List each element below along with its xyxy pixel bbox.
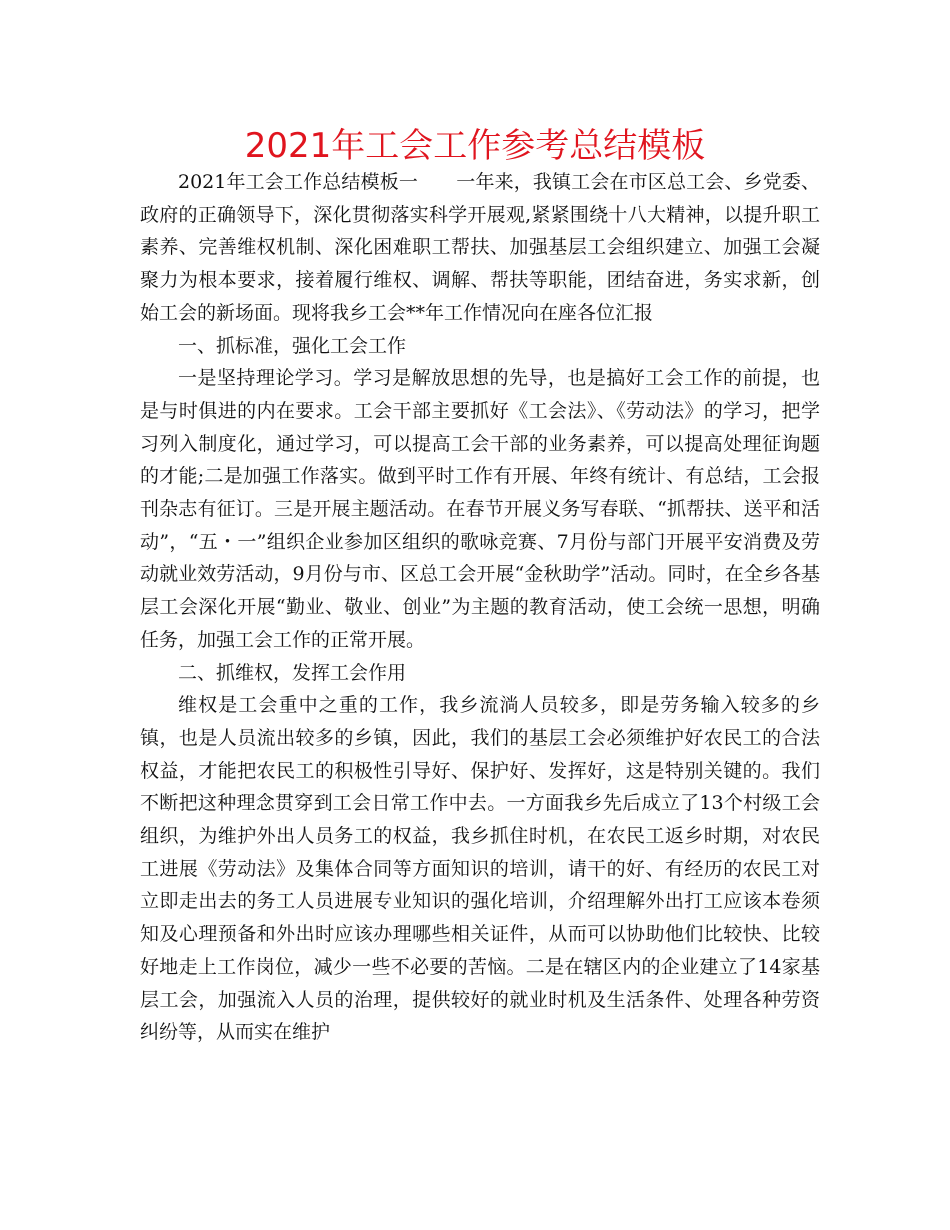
paragraph-intro: 2021年工会工作总结模板一 一年来，我镇工会在市区总工会、乡党委、政府的正确领导下，深化贯彻落实科学开展观,紧紧围绕十八大精神，以提升职工素养、完善维权机制、深化困难职工帮扶、加强基层工会组织建立、加强工会凝聚力为根本要求，接着履行维权、调解、帮扶等职能，团结奋进，务实求新，创始工会的新场面。现将我乡工会**年工作情况向在座各位汇报 — [140, 171, 820, 324]
paragraph-section-1: 一是坚持理论学习。学习是解放思想的先导，也是搞好工会工作的前提，也是与时俱进的内在要求。工会干部主要抓好《工会法》、《劳动法》的学习，把学习列入制度化，通过学习，可以提高工会干部的业务素养，可以提高处理征询题的才能;二是加强工作落实。做到平时工作有开展、年终有统计、有总结，工会报刊杂志有征订。三是开展主题活动。在春节开展义务写春联、“抓帮扶、送平和活动”，“五・一”组织企业参加区组织的歌咏竞赛、7月份与部门开展平安消费及劳动就业效劳活动，9月份与市、区总工会开展“金秋助学”活动。同时，在全乡各基层工会深化开展“勤业、敬业、创业”为主题的教育活动，使工会统一思想，明确任务，加强工会工作的正常开展。 — [140, 367, 820, 651]
document-title: 2021年工会工作参考总结模板 — [244, 126, 706, 166]
document-body — [140, 166, 820, 1049]
paragraph-section-2: 维权是工会重中之重的工作，我乡流淌人员较多，即是劳务输入较多的乡镇，也是人员流出较多的乡镇，因此，我们的基层工会必须维护好农民工的合法权益，才能把农民工的积极性引导好、保护好、发挥好，这是特别关键的。我们不断把这种理念贯穿到工会日常工作中去。一方面我乡先后成立了13个村级工会组织，为维护外出人员务工的权益，我乡抓住时机，在农民工返乡时期，对农民工进展《劳动法》及集体合同等方面知识的培训，请干的好、有经历的农民工对立即走出去的务工人员进展专业知识的强化培训，介绍理解外出打工应该本卷须知及心理预备和外出时应该办理哪些相关证件，从而可以协助他们比较快、比较好地走上工作岗位，减少一些不必要的苦恼。二是在辖区内的企业建立了14家基层工会，加强流入人员的治理，提供较好的就业时机及生活条件、处理各种劳资纠纷等，从而实在维护 — [140, 694, 820, 1044]
section-heading-1: 一、抓标准，强化工会工作 — [178, 334, 407, 357]
section-heading-2: 二、抓维权，发挥工会作用 — [178, 661, 407, 684]
